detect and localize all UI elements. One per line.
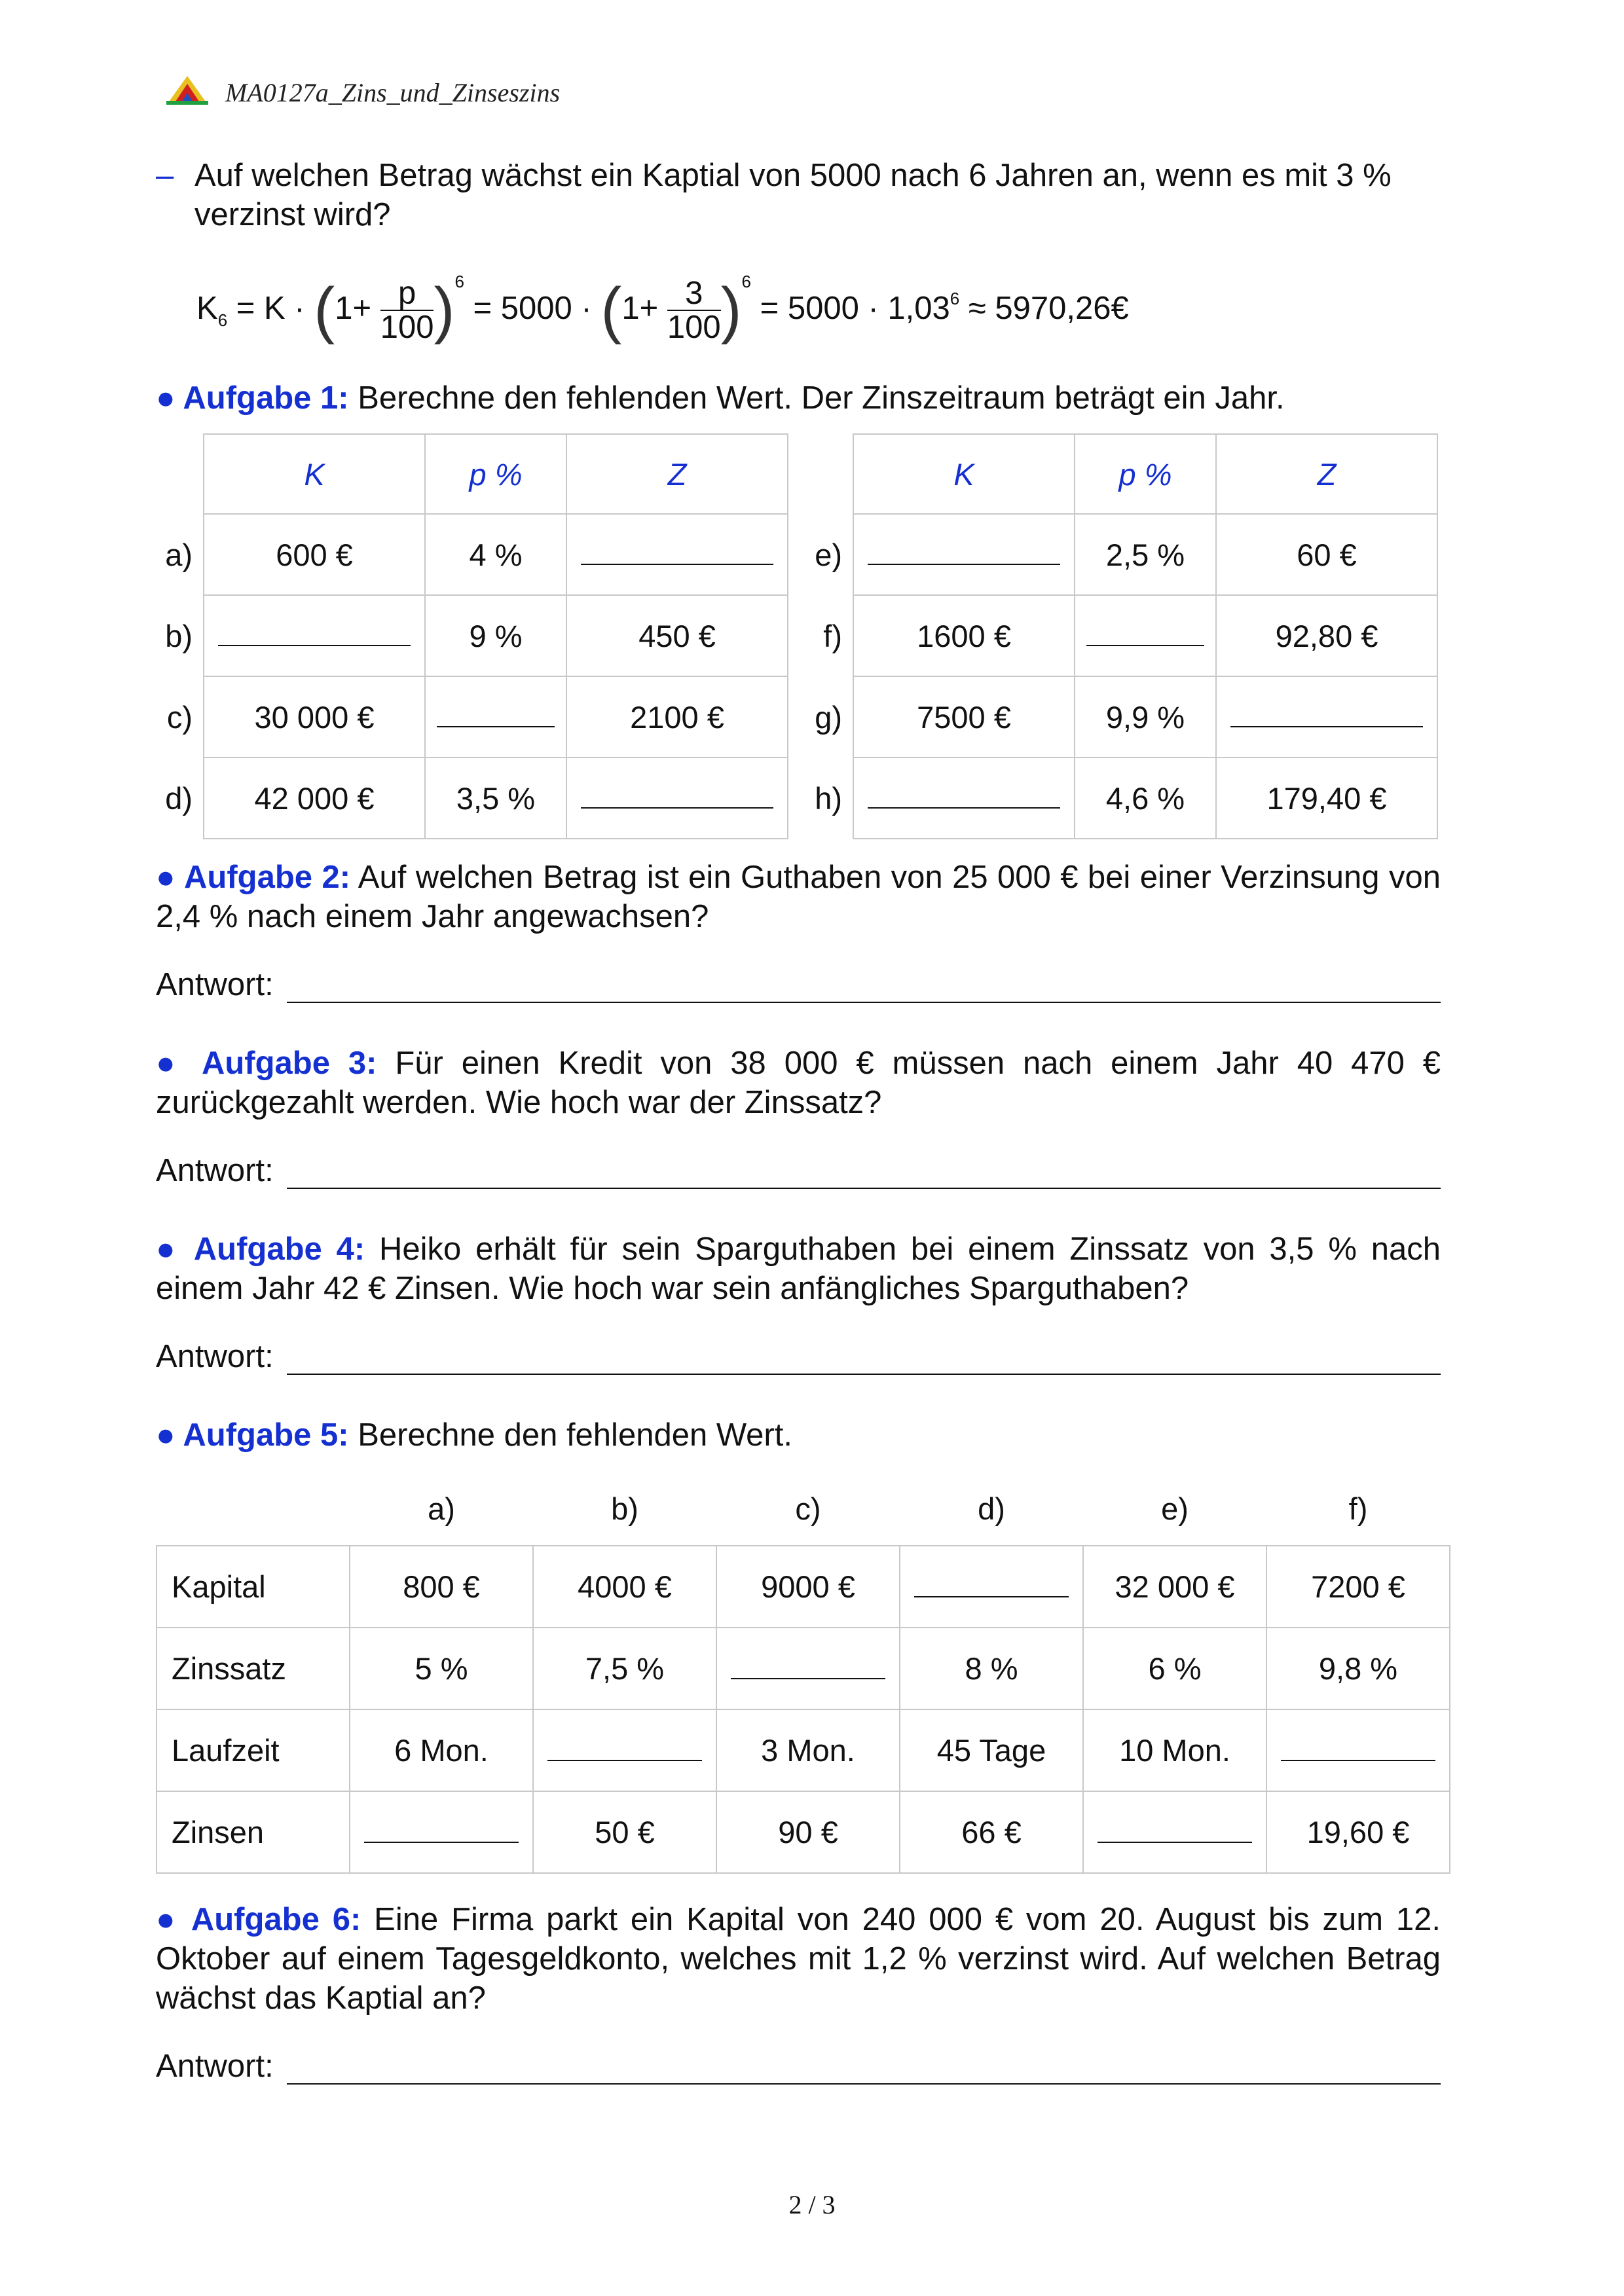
table-row: f) 1600 € 92,80 € xyxy=(805,595,1437,676)
answer-blank[interactable] xyxy=(1075,595,1216,676)
answer-blank[interactable] xyxy=(1083,1791,1266,1873)
task1-table-left xyxy=(156,433,788,839)
table-row: h) 4,6 % 179,40 € xyxy=(805,757,1437,839)
document-title: MA0127a_Zins_und_Zinseszins xyxy=(225,78,561,107)
answer-blank[interactable] xyxy=(204,595,425,676)
intro-question: Auf welchen Betrag wächst ein Kaptial von 5000 nach 6 Jahren an, wenn es mit 3 % verzinst wird? xyxy=(194,158,1392,232)
table-row: g) 7500 € 9,9 % xyxy=(805,676,1437,757)
intro-bullet: – xyxy=(156,158,174,193)
table-row: d) 42 000 € 3,5 % xyxy=(156,757,788,839)
task1-heading: ● Aufgabe 1: Berechne den fehlenden Wert. Der Zinszeitraum beträgt ein Jahr. xyxy=(156,380,1285,416)
task3-answer-label: Antwort: xyxy=(156,1153,274,1188)
table-row: Laufzeit 6 Mon. 3 Mon. 45 Tage 10 Mon. xyxy=(157,1709,1450,1791)
task1-table-right: K p % Z e) 2,5 % 60 € f) 1600 € 92,80 € g) 7500 € 9,9 % h) 4,6 % 179,40 € xyxy=(805,433,1438,839)
answer-blank[interactable] xyxy=(900,1546,1083,1628)
page-number: 2 / 3 xyxy=(788,2190,836,2219)
task4-answer-label: Antwort: xyxy=(156,1339,274,1374)
task6-answer-line[interactable] xyxy=(287,2083,1441,2085)
task2-answer-line[interactable] xyxy=(287,1002,1441,1003)
answer-blank[interactable] xyxy=(566,757,788,839)
col-header-z: Z xyxy=(566,434,788,514)
logo-icon xyxy=(165,73,210,106)
table-row: Kapital 800 € 4000 € 9000 € 32 000 € 7200 € xyxy=(157,1546,1450,1628)
col-header-k: K xyxy=(204,434,425,514)
answer-blank[interactable] xyxy=(716,1628,900,1709)
compound-interest-formula: $K_6 = K \cdot (1+$ $\frac{p}{100}$ )$^6$ = 5000 · (1+ $\frac{3}{100}$ )$^6 = 5000 \cdot 1,03^6$ ≈ 5970,26€ xyxy=(196,272,1129,346)
table-row: c) 30 000 € 2100 € xyxy=(156,676,788,757)
task3-answer-line[interactable] xyxy=(287,1188,1441,1189)
task6-answer-label: Antwort: xyxy=(156,2049,274,2084)
task5-heading: ● Aufgabe 5: Berechne den fehlenden Wert. xyxy=(156,1417,792,1453)
col-header-p: p % xyxy=(425,434,566,514)
table-row: e) 2,5 % 60 € xyxy=(805,514,1437,595)
answer-blank[interactable] xyxy=(1216,676,1437,757)
task4-text: ● Aufgabe 4: Heiko erhält für sein Sparguthaben bei einem Zinssatz von 3,5 % nach einem Jahr 42 € Zinsen. Wie hoch war sein anfängliches Sparguthaben? xyxy=(156,1231,1441,1306)
answer-blank[interactable] xyxy=(853,757,1075,839)
table-row: Zinsen 50 € 90 € 66 € 19,60 € xyxy=(157,1791,1450,1873)
table-row: a) 600 € 4 % xyxy=(156,514,788,595)
answer-blank[interactable] xyxy=(1266,1709,1450,1791)
task6-text: ● Aufgabe 6: Eine Firma parkt ein Kapital von 240 000 € vom 20. August bis zum 12. Oktober auf einem Tagesgeldkonto, welches mit 1,2 % verzinst wird. Auf welchen Betrag wächst das Kaptial an? xyxy=(156,1902,1441,2016)
task2-text: ● Aufgabe 2: Auf welchen Betrag ist ein Guthaben von 25 000 € bei einer Verzinsung von 2,4 % nach einem Jahr angewachsen? xyxy=(156,860,1441,934)
answer-blank[interactable] xyxy=(533,1709,716,1791)
answer-blank[interactable] xyxy=(425,676,566,757)
answer-blank[interactable] xyxy=(566,514,788,595)
answer-blank[interactable] xyxy=(853,514,1075,595)
answer-blank[interactable] xyxy=(350,1791,533,1873)
task3-text: ● Aufgabe 3: Für einen Kredit von 38 000 € müssen nach einem Jahr 40 470 € zurückgezahlt werden. Wie hoch war der Zinssatz? xyxy=(156,1046,1441,1120)
table-row: Zinssatz 5 % 7,5 % 8 % 6 % 9,8 % xyxy=(157,1628,1450,1709)
task5-table: a) b) c) d) e) f) Kapital 800 € 4000 € 9000 € 32 000 € 7200 € Zinssatz 5 % 7,5 % 8 % 6 % 9,8 % Laufzeit 6 Mon. 3 Mon. 45 Tage 10 Mon. Zinsen 50 € 90 € 66 € 19,60 € xyxy=(156,1472,1450,1874)
table-row: b) 9 % 450 € xyxy=(156,595,788,676)
task4-answer-line[interactable] xyxy=(287,1374,1441,1375)
task2-answer-label: Antwort: xyxy=(156,967,274,1002)
